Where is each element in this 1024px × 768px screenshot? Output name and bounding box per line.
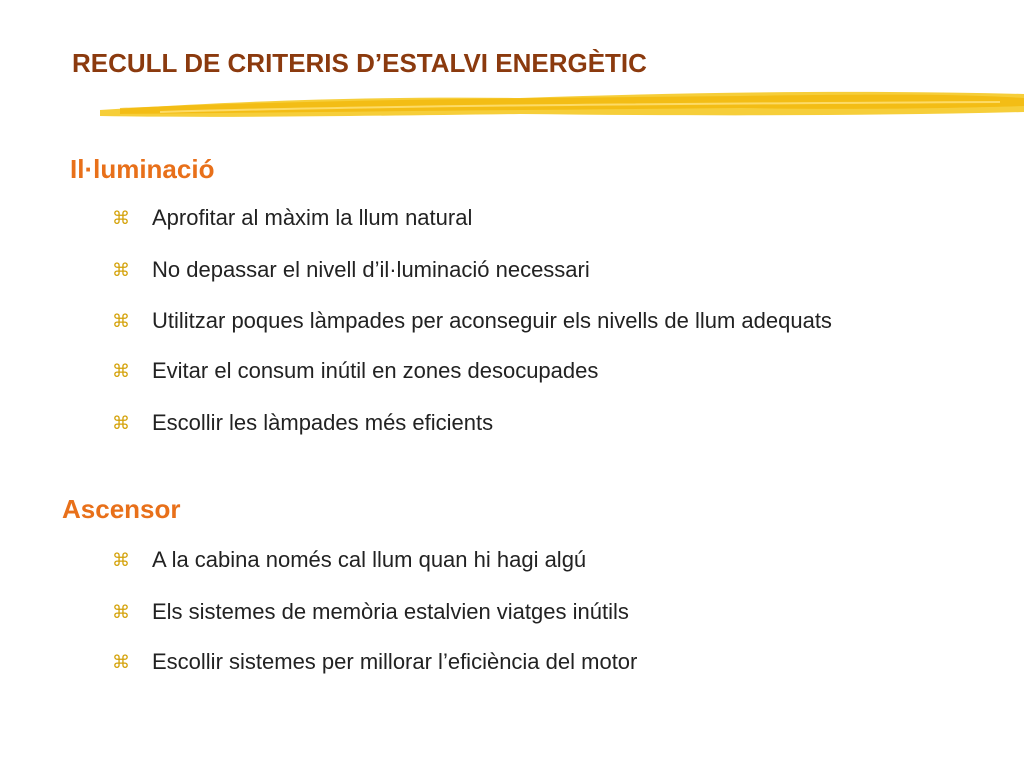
command-key-icon: ⌘ (112, 412, 130, 433)
command-key-icon: ⌘ (112, 310, 130, 331)
list-item: ⌘ Escollir les làmpades més eficients (112, 410, 494, 435)
command-key-icon: ⌘ (112, 360, 130, 381)
list-item: ⌘ Els sistemes de memòria estalvien viatges inútils (112, 599, 629, 624)
list-item: ⌘ A la cabina només cal llum quan hi hagi algú (112, 547, 587, 572)
command-key-icon: ⌘ (112, 259, 130, 280)
command-key-icon: ⌘ (112, 601, 130, 622)
highlighter-stroke-decoration (100, 86, 1024, 122)
section-heading-ascensor: Ascensor (62, 494, 181, 524)
slide-title: RECULL DE CRITERIS D’ESTALVI ENERGÈTIC (72, 48, 647, 78)
section-heading-illuminacio: Il·luminació (70, 154, 215, 184)
command-key-icon: ⌘ (112, 549, 130, 570)
list-item: ⌘ Escollir sistemes per millorar l’eficiència del motor (112, 649, 638, 674)
command-key-icon: ⌘ (112, 207, 130, 228)
list-item: ⌘ No depassar el nivell d’il·luminació necessari (112, 257, 590, 282)
list-item: ⌘ Utilitzar poques làmpades per aconseguir els nivells de llum adequats (112, 308, 832, 333)
list-item: ⌘ Evitar el consum inútil en zones desocupades (112, 358, 599, 383)
list-item: ⌘ Aprofitar al màxim la llum natural (112, 205, 473, 230)
command-key-icon: ⌘ (112, 651, 130, 672)
